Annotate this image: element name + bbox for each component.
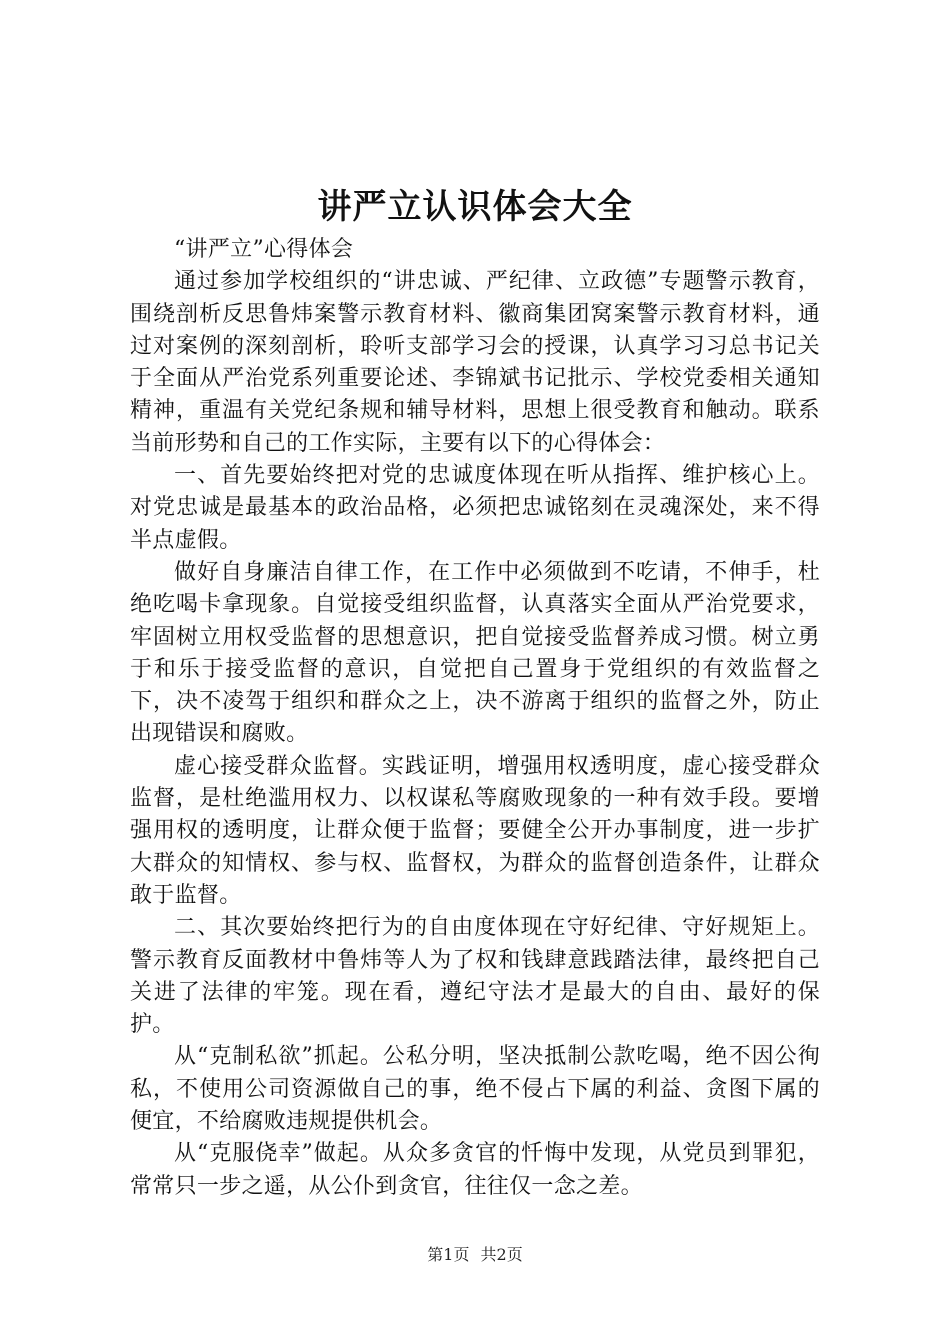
- paragraph: 一、首先要始终把对党的忠诚度体现在听从指挥、维护核心上。对党忠诚是最基本的政治品格，必须把忠诚铭刻在灵魂深处，来不得半点虚假。: [130, 463, 820, 553]
- paragraph: 二、其次要始终把行为的自由度体现在守好纪律、守好规矩上。警示教育反面教材中鲁炜等人为了权和钱肆意践踏法律，最终把自己关进了法律的牢笼。现在看，遵纪守法才是最大的自由、最好的保护。: [130, 915, 820, 1038]
- paragraph: 从“克制私欲”抓起。公私分明，坚决抵制公款吃喝，绝不因公徇私，不使用公司资源做自己的事，绝不侵占下属的利益、贪图下属的便宜，不给腐败违规提供机会。: [130, 1044, 820, 1135]
- page-footer: [0, 1243, 950, 1267]
- paragraph: 从“克服侥幸”做起。从众多贪官的忏悔中发现，从党员到罪犯，常常只一步之遥，从公仆到贪官，往往仅一念之差。: [130, 1141, 820, 1199]
- paragraph-subtitle: “讲严立”心得体会: [174, 237, 354, 262]
- page-number-total: 共2页: [480, 1245, 523, 1264]
- page-number-current: 第1页: [427, 1245, 470, 1264]
- paragraph: 做好自身廉洁自律工作，在工作中必须做到不吃请，不伸手，杜绝吃喝卡拿现象。自觉接受组织监督，认真落实全面从严治党要求，牢固树立用权受监督的思想意识，把自觉接受监督养成习惯。树立勇于和乐于接受监督的意识，自觉把自己置身于党组织的有效监督之下，决不凌驾于组织和群众之上，决不游离于组织的监督之外，防止出现错误和腐败。: [130, 559, 820, 747]
- document-title: 讲严立认识体会大全: [317, 187, 633, 227]
- document-body: [130, 234, 820, 1203]
- paragraph: 通过参加学校组织的“讲忠诚、严纪律、立政德”专题警示教育，围绕剖析反思鲁炜案警示教育材料、徽商集团窝案警示教育材料，通过对案例的深刻剖析，聆听支部学习会的授课，认真学习习总书记关于全面从严治党系列重要论述、李锦斌书记批示、学校党委相关通知精神，重温有关党纪条规和辅导材料，思想上很受教育和触动。联系当前形势和自己的工作实际，主要有以下的心得体会：: [130, 269, 820, 456]
- paragraph: 虚心接受群众监督。实践证明，增强用权透明度，虚心接受群众监督，是杜绝滥用权力、以权谋私等腐败现象的一种有效手段。要增强用权的透明度，让群众便于监督；要健全公开办事制度，进一步扩大群众的知情权、参与权、监督权，为群众的监督创造条件，让群众敢于监督。: [130, 753, 820, 908]
